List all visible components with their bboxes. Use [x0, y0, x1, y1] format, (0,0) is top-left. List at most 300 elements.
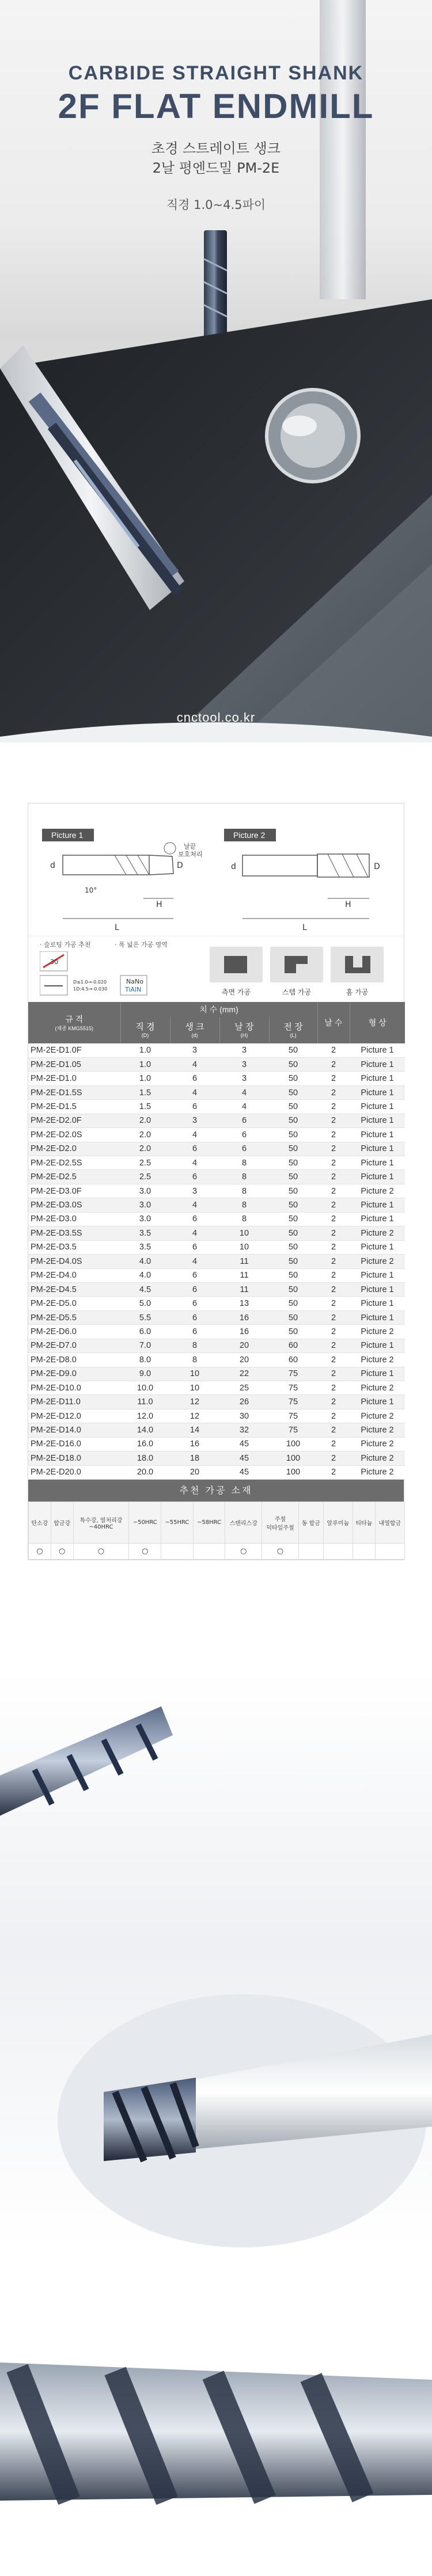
flute-length-cell: 13 [219, 1297, 269, 1310]
flute-length-cell: 45 [219, 1451, 269, 1465]
shank-cell: 8 [170, 1353, 219, 1367]
side-milling-label: 측면 가공 [221, 988, 251, 996]
shape-cell: Picture 1 [350, 1114, 405, 1127]
model-cell: PM-2E-D7.0 [28, 1339, 120, 1352]
model-cell: PM-2E-D1.0 [28, 1072, 120, 1085]
diameter-cell: 16.0 [120, 1437, 170, 1451]
table-row [28, 1268, 405, 1282]
overall-length-cell: 50 [269, 1212, 317, 1226]
flutes-cell: 2 [317, 1212, 350, 1226]
material-mark [193, 1544, 225, 1560]
shape-cell: Picture 1 [350, 1310, 405, 1324]
table-row [28, 1367, 405, 1381]
flute-length-cell: 3 [219, 1057, 269, 1071]
overall-length-cell: 50 [269, 1184, 317, 1198]
flutes-cell: 2 [317, 1451, 350, 1465]
table-row [28, 1282, 405, 1296]
shank-cell: 6 [170, 1072, 219, 1085]
overall-length-cell: 50 [269, 1310, 317, 1324]
overall-length-cell: 50 [269, 1114, 317, 1127]
overall-length-cell: 50 [269, 1128, 317, 1142]
overall-length-cell: 50 [269, 1226, 317, 1240]
table-row [28, 1465, 405, 1479]
diameter-cell: 12.0 [120, 1409, 170, 1423]
shank-cell: 16 [170, 1437, 219, 1451]
table-row [28, 1297, 405, 1310]
flute-length-cell: 8 [219, 1184, 269, 1198]
table-row [28, 1339, 405, 1352]
shank-cell: 4 [170, 1226, 219, 1240]
overall-length-cell: 50 [269, 1100, 317, 1114]
material-mark [375, 1544, 404, 1560]
model-cell: PM-2E-D3.0 [28, 1212, 120, 1226]
dim-d-1: d [50, 861, 55, 870]
table-row [28, 1381, 405, 1395]
table-row [28, 1128, 405, 1142]
model-cell: PM-2E-D4.0 [28, 1268, 120, 1282]
model-cell: PM-2E-D2.0F [28, 1114, 120, 1127]
table-row [28, 1395, 405, 1409]
shank-cell: 4 [170, 1198, 219, 1212]
material-cell: 주철 덕타일주철 [262, 1502, 299, 1544]
flute-length-cell: 4 [219, 1085, 269, 1099]
diameter-cell: 10.0 [120, 1381, 170, 1395]
header-model: 규 격 (재종 KMG5515) [28, 1002, 120, 1043]
dim-H-1: H [156, 900, 162, 909]
model-cell: PM-2E-D1.0F [28, 1043, 120, 1057]
flutes-cell: 2 [317, 1128, 350, 1142]
diameter-cell: 18.0 [120, 1451, 170, 1465]
shape-cell: Picture 2 [350, 1184, 405, 1198]
model-cell: PM-2E-D8.0 [28, 1353, 120, 1367]
material-mark [353, 1544, 375, 1560]
model-cell: PM-2E-D3.0F [28, 1184, 120, 1198]
overall-length-cell: 100 [269, 1437, 317, 1451]
overall-length-cell: 50 [269, 1297, 317, 1310]
shank-cell: 4 [170, 1057, 219, 1071]
dim-d-2: d [231, 862, 236, 871]
flute-length-cell: 4 [219, 1100, 269, 1114]
recommended-materials-table [28, 1502, 405, 1560]
overall-length-cell: 50 [269, 1268, 317, 1282]
shape-cell: Picture 1 [350, 1339, 405, 1352]
diameter-cell: 2.0 [120, 1142, 170, 1156]
table-row [28, 1423, 405, 1437]
diameter-cell: 3.5 [120, 1240, 170, 1254]
diameter-cell: 4.0 [120, 1268, 170, 1282]
shape-cell: Picture 1 [350, 1100, 405, 1114]
shape-cell: Picture 1 [350, 1128, 405, 1142]
shape-cell: Picture 1 [350, 1240, 405, 1254]
shank-cell: 6 [170, 1282, 219, 1296]
flutes-cell: 2 [317, 1282, 350, 1296]
table-row [28, 1198, 405, 1212]
overall-length-cell: 60 [269, 1339, 317, 1352]
table-row [28, 1142, 405, 1156]
overall-length-cell: 50 [269, 1170, 317, 1184]
model-cell: PM-2E-D4.5 [28, 1282, 120, 1296]
diameter-cell: 4.0 [120, 1255, 170, 1268]
shape-cell: Picture 2 [350, 1255, 405, 1268]
flute-length-cell: 6 [219, 1114, 269, 1127]
model-cell: PM-2E-D11.0 [28, 1395, 120, 1409]
material-mark [298, 1544, 323, 1560]
model-cell: PM-2E-D9.0 [28, 1367, 120, 1381]
flutes-cell: 2 [317, 1268, 350, 1282]
overall-length-cell: 100 [269, 1465, 317, 1479]
diameter-cell: 2.0 [120, 1114, 170, 1127]
diameter-range: 직경 1.0~4.5파이 [166, 198, 266, 212]
flute-length-cell: 16 [219, 1310, 269, 1324]
table-row [28, 1072, 405, 1085]
flute-length-cell: 16 [219, 1325, 269, 1339]
flute-length-cell: 30 [219, 1409, 269, 1423]
header-dimensions: 치 수 (mm) [120, 1002, 317, 1017]
table-row [28, 1226, 405, 1240]
flutes-cell: 2 [317, 1395, 350, 1409]
diameter-cell: 1.5 [120, 1100, 170, 1114]
overall-length-cell: 50 [269, 1255, 317, 1268]
model-cell: PM-2E-D18.0 [28, 1451, 120, 1465]
product-photo-1 [0, 1672, 432, 1948]
model-cell: PM-2E-D2.0 [28, 1142, 120, 1156]
shape-cell: Picture 1 [350, 1072, 405, 1085]
shank-cell: 3 [170, 1184, 219, 1198]
diameter-cell: 5.5 [120, 1310, 170, 1324]
shape-cell: Picture 2 [350, 1423, 405, 1437]
model-cell: PM-2E-D2.0S [28, 1128, 120, 1142]
hero-subtitle-line2: 2날 평엔드밀 PM-2E [152, 160, 280, 176]
step-milling-icon [270, 947, 323, 982]
flutes-cell: 2 [317, 1100, 350, 1114]
flutes-cell: 2 [317, 1409, 350, 1423]
shank-cell: 3 [170, 1114, 219, 1127]
flutes-cell: 2 [317, 1170, 350, 1184]
flutes-cell: 2 [317, 1156, 350, 1170]
shank-cell: 6 [170, 1310, 219, 1324]
diameter-cell: 3.0 [120, 1184, 170, 1198]
material-cell: ~50HRC [129, 1502, 161, 1544]
flute-length-cell: 20 [219, 1353, 269, 1367]
shank-cell: 4 [170, 1255, 219, 1268]
slot-milling-icon [331, 947, 384, 982]
flute-length-cell: 32 [219, 1423, 269, 1437]
shape-cell: Picture 2 [350, 1437, 405, 1451]
helix-angle: 30 [50, 958, 58, 966]
spec-icons [40, 951, 155, 1003]
flutes-cell: 2 [317, 1072, 350, 1085]
shape-cell: Picture 1 [350, 1395, 405, 1409]
overall-length-cell: 75 [269, 1367, 317, 1381]
shape-cell: Picture 1 [350, 1170, 405, 1184]
diameter-cell: 11.0 [120, 1395, 170, 1409]
flute-length-cell: 45 [219, 1437, 269, 1451]
flutes-cell: 2 [317, 1297, 350, 1310]
shape-cell: Picture 1 [350, 1297, 405, 1310]
shape-cell: Picture 1 [350, 1212, 405, 1226]
shape-cell: Picture 2 [350, 1325, 405, 1339]
dim-D-1: D [177, 861, 183, 870]
dim-H-2: H [345, 900, 351, 909]
shape-cell: Picture 2 [350, 1465, 405, 1479]
model-cell: PM-2E-D10.0 [28, 1381, 120, 1395]
flute-length-cell: 11 [219, 1282, 269, 1296]
overall-length-cell: 100 [269, 1451, 317, 1465]
product-photo-2 [0, 1948, 432, 2247]
product-photo-3 [0, 2247, 432, 2576]
flutes-cell: 2 [317, 1255, 350, 1268]
shank-cell: 20 [170, 1465, 219, 1479]
header-diameter: 직 경 (D) [120, 1017, 170, 1043]
shank-cell: 4 [170, 1128, 219, 1142]
table-row [28, 1353, 405, 1367]
material-mark [161, 1544, 194, 1560]
flute-length-cell: 20 [219, 1339, 269, 1352]
flutes-cell: 2 [317, 1142, 350, 1156]
material-cell: 내열합금 [375, 1502, 404, 1544]
diameter-cell: 1.0 [120, 1072, 170, 1085]
overall-length-cell: 50 [269, 1198, 317, 1212]
table-row [28, 1409, 405, 1423]
spec-table-body [28, 1043, 405, 1480]
overall-length-cell: 60 [269, 1353, 317, 1367]
table-row [28, 1325, 405, 1339]
material-mark: ○ [29, 1544, 51, 1560]
flute-length-cell: 8 [219, 1198, 269, 1212]
table-row [28, 1085, 405, 1099]
diameter-cell: 9.0 [120, 1367, 170, 1381]
diameter-cell: 7.0 [120, 1339, 170, 1352]
shank-cell: 6 [170, 1142, 219, 1156]
flutes-cell: 2 [317, 1353, 350, 1367]
material-mark: ○ [73, 1544, 129, 1560]
table-row [28, 1043, 405, 1057]
overall-length-cell: 50 [269, 1325, 317, 1339]
flute-length-cell: 10 [219, 1226, 269, 1240]
website-link[interactable]: cnctool.co.kr [176, 710, 256, 725]
overall-length-cell: 50 [269, 1282, 317, 1296]
shank-cell: 6 [170, 1297, 219, 1310]
table-row [28, 1451, 405, 1465]
flute-length-cell: 11 [219, 1268, 269, 1282]
coating-nano: NaNo [126, 978, 143, 985]
shank-cell: 3 [170, 1043, 219, 1057]
flutes-cell: 2 [317, 1339, 350, 1352]
angle-label: 10° [85, 886, 97, 894]
shape-cell: Picture 1 [350, 1043, 405, 1057]
dim-D-2: D [374, 862, 380, 871]
table-row [28, 1255, 405, 1268]
model-cell: PM-2E-D2.5 [28, 1170, 120, 1184]
model-cell: PM-2E-D6.0 [28, 1325, 120, 1339]
shape-cell: Picture 1 [350, 1142, 405, 1156]
slot-milling-label: 홈 가공 [346, 988, 369, 996]
header-overall-length: 전 장 (L) [269, 1017, 317, 1043]
tolerance-1: D≤1.0→-0.020 [73, 980, 107, 985]
flute-length-cell: 3 [219, 1043, 269, 1057]
flutes-cell: 2 [317, 1057, 350, 1071]
shank-cell: 12 [170, 1395, 219, 1409]
diameter-cell: 20.0 [120, 1465, 170, 1479]
material-mark: ○ [225, 1544, 262, 1560]
model-cell: PM-2E-D12.0 [28, 1409, 120, 1423]
flute-length-cell: 8 [219, 1156, 269, 1170]
model-cell: PM-2E-D1.5S [28, 1085, 120, 1099]
diameter-cell: 2.5 [120, 1170, 170, 1184]
slope-note: · 슬로팅 가공 추천 [40, 941, 91, 948]
diameter-cell: 4.5 [120, 1282, 170, 1296]
material-mark [323, 1544, 353, 1560]
flute-length-cell: 26 [219, 1395, 269, 1409]
overall-length-cell: 50 [269, 1057, 317, 1071]
shape-cell: Picture 2 [350, 1226, 405, 1240]
material-mark: ○ [129, 1544, 161, 1560]
overall-length-cell: 50 [269, 1043, 317, 1057]
picture1-label: Picture 1 [51, 830, 84, 840]
shank-cell: 6 [170, 1240, 219, 1254]
material-cell: 탄소강 [29, 1502, 51, 1544]
model-cell: PM-2E-D3.5S [28, 1226, 120, 1240]
shank-cell: 10 [170, 1381, 219, 1395]
tolerance-2: 1D:4.5→-0.030 [73, 986, 108, 992]
shank-cell: 14 [170, 1423, 219, 1437]
overall-length-cell: 75 [269, 1381, 317, 1395]
shank-cell: 8 [170, 1339, 219, 1352]
flutes-cell: 2 [317, 1465, 350, 1479]
flutes-cell: 2 [317, 1310, 350, 1324]
shank-cell: 6 [170, 1170, 219, 1184]
flutes-cell: 2 [317, 1226, 350, 1240]
flute-length-cell: 3 [219, 1072, 269, 1085]
feature-row [28, 936, 404, 1002]
picture2-label: Picture 2 [233, 830, 266, 840]
flute-length-cell: 45 [219, 1465, 269, 1479]
overall-length-cell: 50 [269, 1142, 317, 1156]
header-flute-length: 날 장 (H) [219, 1017, 269, 1043]
flutes-cell: 2 [317, 1114, 350, 1127]
shank-cell: 10 [170, 1367, 219, 1381]
table-row [28, 1156, 405, 1170]
table-row [28, 1240, 405, 1254]
flute-length-cell: 6 [219, 1128, 269, 1142]
material-cell: 알루미늄 [323, 1502, 353, 1544]
model-cell: PM-2E-D5.5 [28, 1310, 120, 1324]
overall-length-cell: 50 [269, 1156, 317, 1170]
flute-length-cell: 8 [219, 1170, 269, 1184]
header-shape: 형 상 [350, 1002, 405, 1043]
hero-title-line1: CARBIDE STRAIGHT SHANK [68, 62, 364, 84]
overall-length-cell: 50 [269, 1240, 317, 1254]
spec-section [28, 803, 404, 1560]
flute-length-cell: 22 [219, 1367, 269, 1381]
material-cell: 티타늄 [353, 1502, 375, 1544]
shank-cell: 6 [170, 1100, 219, 1114]
model-cell: PM-2E-D1.05 [28, 1057, 120, 1071]
table-row [28, 1310, 405, 1324]
flutes-cell: 2 [317, 1367, 350, 1381]
shank-cell: 4 [170, 1085, 219, 1099]
model-cell: PM-2E-D5.0 [28, 1297, 120, 1310]
model-cell: PM-2E-D16.0 [28, 1437, 120, 1451]
dim-L-1: L [115, 923, 119, 932]
diameter-cell: 3.0 [120, 1212, 170, 1226]
step-milling-label: 스텝 가공 [282, 988, 312, 996]
hero-banner [0, 0, 432, 742]
material-mark: ○ [51, 1544, 73, 1560]
shape-cell: Picture 1 [350, 1367, 405, 1381]
shank-cell: 18 [170, 1451, 219, 1465]
flutes-cell: 2 [317, 1043, 350, 1057]
flutes-cell: 2 [317, 1240, 350, 1254]
diameter-cell: 5.0 [120, 1297, 170, 1310]
dimension-drawing [28, 803, 405, 936]
shank-cell: 4 [170, 1156, 219, 1170]
model-cell: PM-2E-D4.0S [28, 1255, 120, 1268]
shape-cell: Picture 1 [350, 1282, 405, 1296]
flutes-cell: 2 [317, 1085, 350, 1099]
flutes-cell: 2 [317, 1198, 350, 1212]
coating-tialn: TiAlN [125, 986, 142, 993]
material-cell: 동 합금 [298, 1502, 323, 1544]
model-cell: PM-2E-D2.5S [28, 1156, 120, 1170]
shank-cell: 12 [170, 1409, 219, 1423]
shape-cell: Picture 1 [350, 1268, 405, 1282]
flute-length-cell: 8 [219, 1212, 269, 1226]
shank-cell: 6 [170, 1268, 219, 1282]
flute-length-cell: 25 [219, 1381, 269, 1395]
shank-cell: 6 [170, 1325, 219, 1339]
overall-length-cell: 75 [269, 1409, 317, 1423]
shape-cell: Picture 2 [350, 1381, 405, 1395]
table-row [28, 1100, 405, 1114]
material-cell: 스텐리스강 [225, 1502, 262, 1544]
shape-cell: Picture 2 [350, 1353, 405, 1367]
model-cell: PM-2E-D3.5 [28, 1240, 120, 1254]
diameter-cell: 1.0 [120, 1057, 170, 1071]
diameter-cell: 3.0 [120, 1198, 170, 1212]
recommended-materials-title: 추천 가공 소재 [28, 1480, 404, 1502]
material-cell: 합금강 [51, 1502, 73, 1544]
overall-length-cell: 75 [269, 1423, 317, 1437]
overall-length-cell: 50 [269, 1072, 317, 1085]
flute-length-cell: 11 [219, 1255, 269, 1268]
diameter-cell: 1.0 [120, 1043, 170, 1057]
table-row [28, 1437, 405, 1451]
model-cell: PM-2E-D20.0 [28, 1465, 120, 1479]
diameter-cell: 2.5 [120, 1156, 170, 1170]
material-cell: ~55HRC [161, 1502, 194, 1544]
diameter-cell: 8.0 [120, 1353, 170, 1367]
overall-length-cell: 75 [269, 1395, 317, 1409]
diameter-cell: 3.5 [120, 1226, 170, 1240]
edge-note: 날끝 [184, 843, 196, 850]
diameter-cell: 14.0 [120, 1423, 170, 1437]
flutes-cell: 2 [317, 1325, 350, 1339]
model-cell: PM-2E-D14.0 [28, 1423, 120, 1437]
model-cell: PM-2E-D3.0S [28, 1198, 120, 1212]
shank-cell: 6 [170, 1212, 219, 1226]
shape-cell: Picture 1 [350, 1085, 405, 1099]
diameter-cell: 2.0 [120, 1128, 170, 1142]
wide-note: · 폭 넓은 가공 영역 [115, 941, 168, 948]
dim-L-2: L [302, 923, 307, 932]
flutes-cell: 2 [317, 1381, 350, 1395]
side-milling-icon [210, 947, 263, 982]
material-mark: ○ [262, 1544, 299, 1560]
table-row [28, 1212, 405, 1226]
shape-cell: Picture 1 [350, 1057, 405, 1071]
table-row [28, 1170, 405, 1184]
